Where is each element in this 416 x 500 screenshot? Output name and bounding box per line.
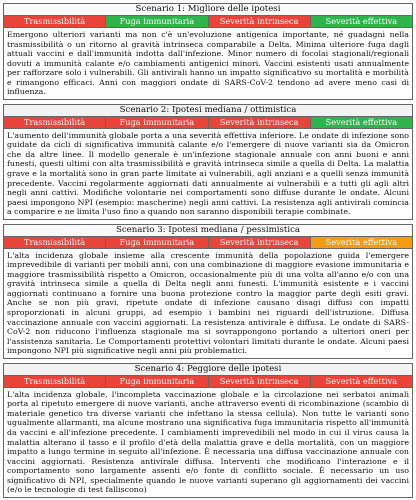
scenario-3-panel bbox=[3, 224, 413, 359]
scenario-4-title: Scenario 4: Peggiore delle ipotesi bbox=[4, 364, 412, 376]
scenario-1-title: Scenario 1: Migliore delle ipotesi bbox=[4, 4, 412, 16]
category-trasmissibilita: Trasmissibilità bbox=[4, 237, 106, 248]
scenario-1-panel bbox=[3, 3, 413, 100]
category-fuga-immunitaria: Fuga immunitaria bbox=[106, 16, 208, 27]
category-severita-intrinseca: Severità intrinseca bbox=[209, 117, 311, 128]
scenario-4-panel bbox=[3, 363, 413, 498]
category-trasmissibilita: Trasmissibilità bbox=[4, 16, 106, 27]
scenario-3-category-bar bbox=[4, 237, 412, 249]
category-fuga-immunitaria: Fuga immunitaria bbox=[106, 376, 208, 387]
category-severita-effettiva: Severità effettiva bbox=[311, 16, 412, 27]
scenario-2-title: Scenario 2: Ipotesi mediana / ottimistica bbox=[4, 105, 412, 117]
scenario-2-description: L'aumento dell'immunità globale porta a una severità effettiva inferiore. Le ondate di infezione sono guidate da cicli di significativa immunità calante e/o l'emergere di nuove varianti sia da Omicron che da altre linee. Il modello generale è un'infezione stagionale annuale con anni buoni e anni funesti, questi ultimi con alta trasmissibilità e gravità intrinseca simile a quella di Delta. La malattia grave e la mortalità sono in gran parte limitate ai vulnerabili, agli anziani e a quelli senza immunità precedente. Vaccini regolarmente aggiornati dati annualmente ai vulnerabili e a tutti gli agli altri negli anni cattivi. Modifiche volontarie nei comportamenti sono diffuse durante le ondate. Alcuni paesi impongono NPI (esempio: mascherine) negli anni cattivi. La resistenza agli antivirali comincia a comparire e ne limita l'uso fino a quando non saranno disponibili terapie combinate. bbox=[7, 130, 409, 217]
category-severita-intrinseca: Severità intrinseca bbox=[209, 376, 311, 387]
scenario-4-category-bar bbox=[4, 376, 412, 388]
category-trasmissibilita: Trasmissibilità bbox=[4, 376, 106, 387]
category-severita-effettiva: Severità effettiva bbox=[311, 376, 412, 387]
scenario-2-category-bar bbox=[4, 117, 412, 129]
scenario-1-description: Emergono ulteriori varianti ma non c'è un'evoluzione antigenica importante, né guadagni nella trasmissibilità o un ritorno al gravità intrinseca comparabile a Delta. Minima ulteriore fuga dagli attuali vaccini e dall'immunità indotta dall'infezione. Minor numero di focolai stagionali/regionali dovuti a immunità calante e/o cambiamenti antigenici minori. Vaccini esistenti usati annualmente per rafforzare solo i vulnerabili. Gli antivirali hanno un impatto significativo su mortalità e morbilità e rimangono efficaci. Anni con maggiori ondate di SARS-CoV-2 tendono ad avere meno casi di influenza. bbox=[7, 30, 409, 97]
scenario-4-description: L'alta incidenza globale, l'incompleta vaccinazione globale e la circolazione nei serbatoi animali porta al ripetuto emergere di nuove varianti, anche attraverso eventi di ricombinazione (scambio di materiale genetico tra diverse varianti che infettano la stessa cellula). Non tutte le varianti sono ugualmente allarmanti, ma alcune mostrano una significativa fuga immunitaria rispetto all'immunità da vaccini e all'infezione precedente. I cambiamenti imprevedibili nel modo in cui il virus causa la malattia alterano il tasso e il profilo d'età della malattia grave e della mortalità, con un maggiore impatto a lungo termine in seguito all'infezione. È necessaria una diffusa vaccinazione annuale con vaccini aggiornati. Resistenza antivirale diffusa. Interventi che modificano l'interazione e il comportamento sono largamente assenti e/o fonte di conflitto sociale. È necessario un uso significativo di NPI, specialmente quando le nuove varianti superano gli aggiornamenti dei vaccini (e/o le tecnologie di test falliscono) bbox=[7, 389, 409, 495]
category-severita-effettiva: Severità effettiva bbox=[311, 117, 412, 128]
category-fuga-immunitaria: Fuga immunitaria bbox=[106, 237, 208, 248]
category-trasmissibilita: Trasmissibilità bbox=[4, 117, 106, 128]
category-severita-intrinseca: Severità intrinseca bbox=[209, 237, 311, 248]
scenario-1-category-bar bbox=[4, 16, 412, 28]
scenario-3-title: Scenario 3: Ipotesi mediana / pessimistica bbox=[4, 225, 412, 237]
category-fuga-immunitaria: Fuga immunitaria bbox=[106, 117, 208, 128]
category-severita-effettiva: Severità effettiva bbox=[311, 237, 412, 248]
category-severita-intrinseca: Severità intrinseca bbox=[209, 16, 311, 27]
scenario-3-description: L'alta incidenza globale insieme alla crescente immunità della popolazione guida l'emergere imprevedibile di varianti per mobili anni, con una combinazione di maggiore evasione immunitaria e maggiore trasmissibilità rispetto a Omicron, occasionalmente più di una volta all'anno e/o con una gravità intrinseca simile a quella di Delta negli anni funesti. L'immunità esistente e i vaccini aggiornati continuano a fornire una buona protezione contro la maggior parte degli esiti gravi. Anche se non più gravi, ripetute ondate di infezione causano disagi diffusi con impatti sproporzionati in alcuni gruppi, ad esempio i bambini nei riguardi dell'istruzione. Diffusa vaccinazione annuale con vaccini aggiornati. La resistenza antivirale è diffusa. Le ondate di SARS-CoV-2 non riducono l'influenza stagionale ma si sovrappongono portando a ulteriori oneri per l'assistenza sanitaria. Le Comportamenti protettivi volontari limitati durante le ondate. Alcuni paesi impongono NPI più significative negli anni più problematici. bbox=[7, 250, 409, 356]
scenario-2-panel bbox=[3, 104, 413, 220]
